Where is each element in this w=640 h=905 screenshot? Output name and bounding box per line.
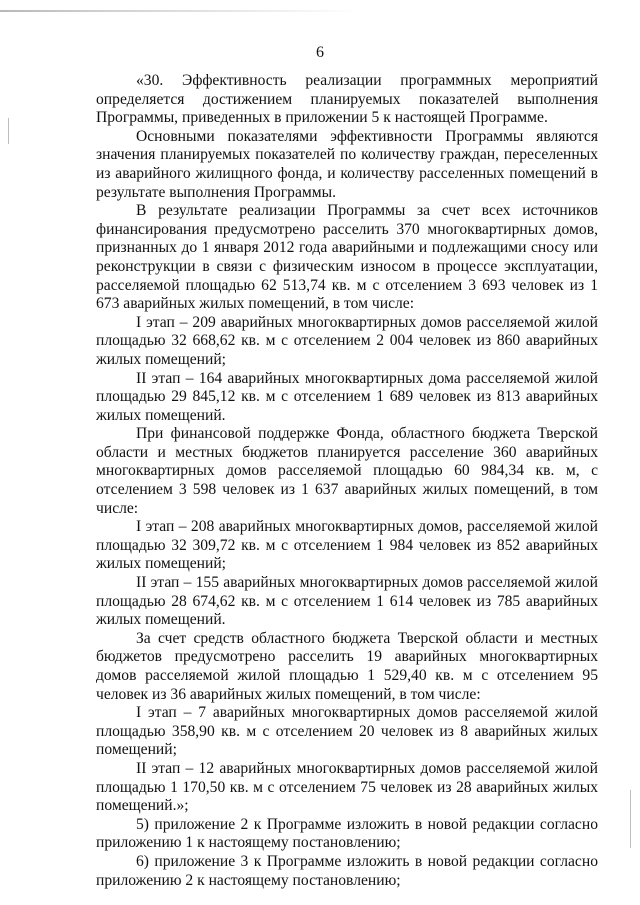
- paragraph: I этап – 209 аварийных многоквартирных домов расселяемой жилой площадью 32 668,62 кв. м с отселением 2 004 человек из 860 аварийных жилых помещений;: [96, 313, 598, 368]
- paragraph: В результате реализации Программы за счет всех источников финансирования предусмотрено расселить 370 многоквартирных домов, признанных до 1 января 2012 года аварийными и подлежащими сносу или реконструкции в связи с физическим износом в процессе эксплуатации, расселяемой площадью 62 513,74 кв. м с отселением 3 693 человек из 1 673 аварийных жилых помещений, в том числе:: [96, 202, 598, 313]
- paragraph: «30. Эффективность реализации программных мероприятий определяется достижением планируемых показателей выполнения Программы, приведенных в приложении 5 к настоящей Программе.: [96, 72, 598, 127]
- document-body: [96, 72, 598, 890]
- paragraph: 6) приложение 3 к Программе изложить в новой редакции согласно приложению 2 к настоящему постановлению;: [96, 852, 598, 889]
- paragraph: II этап – 155 аварийных многоквартирных домов расселяемой жилой площадью 28 674,62 кв. м с отселением 1 614 человек из 785 аварийных жилых помещений.: [96, 574, 598, 629]
- paragraph: Основными показателями эффективности Программы являются значения планируемых показателей по количеству граждан, переселенных из аварийного жилищного фонда, и количеству расселенных помещений в результате выполнения Программы.: [96, 127, 598, 201]
- scan-margin-mark: [630, 790, 631, 848]
- paragraph: За счет средств областного бюджета Тверской области и местных бюджетов предусмотрено расселить 19 аварийных многоквартирных домов расселяемой жилой площадью 1 529,40 кв. м с отселением 95 человек из 36 аварийных жилых помещений, в том числе:: [96, 629, 598, 703]
- scan-margin-mark: [8, 118, 9, 144]
- paragraph: 5) приложение 2 к Программе изложить в новой редакции согласно приложению 1 к настоящему постановлению;: [96, 815, 598, 852]
- paragraph: При финансовой поддержке Фонда, областного бюджета Тверской области и местных бюджетов планируется расселение 360 аварийных многоквартирных домов расселяемой площадью 60 984,34 кв. м, с отселением 3 598 человек из 1 637 аварийных жилых помещений, в том числе:: [96, 425, 598, 517]
- page-number: 6: [316, 44, 324, 61]
- paragraph: II этап – 164 аварийных многоквартирных дома расселяемой жилой площадью 29 845,12 кв. м с отселением 1 689 человек из 813 аварийных жилых помещений.: [96, 369, 598, 424]
- scan-artifact-line: [0, 10, 360, 12]
- paragraph: I этап – 7 аварийных многоквартирных домов расселяемой жилой площадью 358,90 кв. м с отселением 20 человек из 8 аварийных жилых помещений;: [96, 704, 598, 759]
- paragraph: II этап – 12 аварийных многоквартирных домов расселяемой жилой площадью 1 170,50 кв. м с отселением 75 человек из 28 аварийных жилых помещений.»;: [96, 759, 598, 815]
- paragraph: I этап – 208 аварийных многоквартирных домов, расселяемой жилой площадью 32 309,72 кв. м с отселением 1 984 человек из 852 аварийных жилых помещений;: [96, 518, 598, 573]
